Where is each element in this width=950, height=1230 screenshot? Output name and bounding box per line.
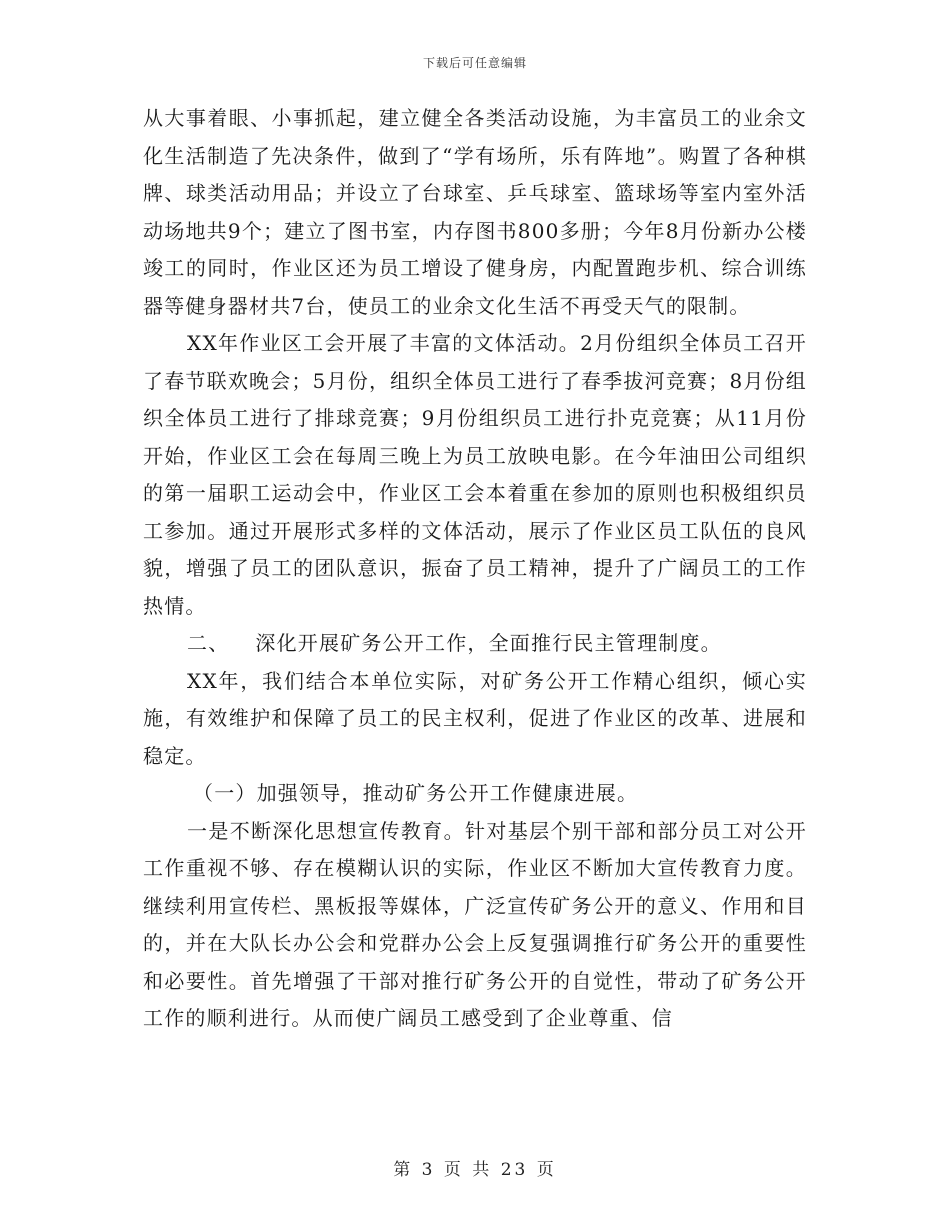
section-number: 二、 xyxy=(187,631,230,655)
subsection-heading-1: （一）加强领导，推动矿务公开工作健康进展。 xyxy=(193,781,639,805)
paragraph-6: 一是不断深化思想宣传教育。针对基层个别干部和部分员工对公开工作重视不够、存在模糊认识的实际，作业区不断加大宣传教育力度。继续利用宣传栏、黑板报等媒体，广泛宣传矿务公开的意义、作用和目的，并在大队长办公会和党群办公会上反复强调推行矿务公开的重要性和必要性。首先增强了干部对推行矿务公开的自觉性，带动了矿务公开工作的顺利进行。从而使广阔员工感受到了企业尊重、信 xyxy=(143,818,807,1030)
paragraph-4: XX年，我们结合本单位实际，对矿务公开工作精心组织，倾心实施，有效维护和保障了员工的民主权利，促进了作业区的改革、进展和稳定。 xyxy=(143,668,807,768)
page-header: 下载后可任意编辑 xyxy=(422,56,527,70)
page-footer: 第 3 页 共 23 页 xyxy=(393,1160,557,1180)
section-heading-2 xyxy=(143,625,807,663)
document-body xyxy=(143,100,807,1038)
section-title: 深化开展矿务公开工作，全面推行民主管理制度。 xyxy=(255,631,722,655)
paragraph-1: 从大事着眼、小事抓起，建立健全各类活动设施，为丰富员工的业余文化生活制造了先决条件，做到了“学有场所，乐有阵地”。购置了各种棋牌、球类活动用品；并设立了台球室、乒乓球室、篮球场等室内室外活动场地共9个；建立了图书室，内存图书800多册；今年8月份新办公楼竣工的同时，作业区还为员工增设了健身房，内配置跑步机、综合训练器等健身器材共7台，使员工的业余文化生活不再受天气的限制。 xyxy=(143,106,807,318)
paragraph-2: XX年作业区工会开展了丰富的文体活动。2月份组织全体员工召开了春节联欢晚会；5月份，组织全体员工进行了春季拔河竞赛；8月份组织全体员工进行了排球竞赛；9月份组织员工进行扑克竞赛；从11月份开始，作业区工会在每周三晚上为员工放映电影。在今年油田公司组织的第一届职工运动会中，作业区工会本着重在参加的原则也积极组织员工参加。通过开展形式多样的文体活动，展示了作业区员工队伍的良风貌，增强了员工的团队意识，振奋了员工精神，提升了广阔员工的工作热情。 xyxy=(143,331,807,618)
